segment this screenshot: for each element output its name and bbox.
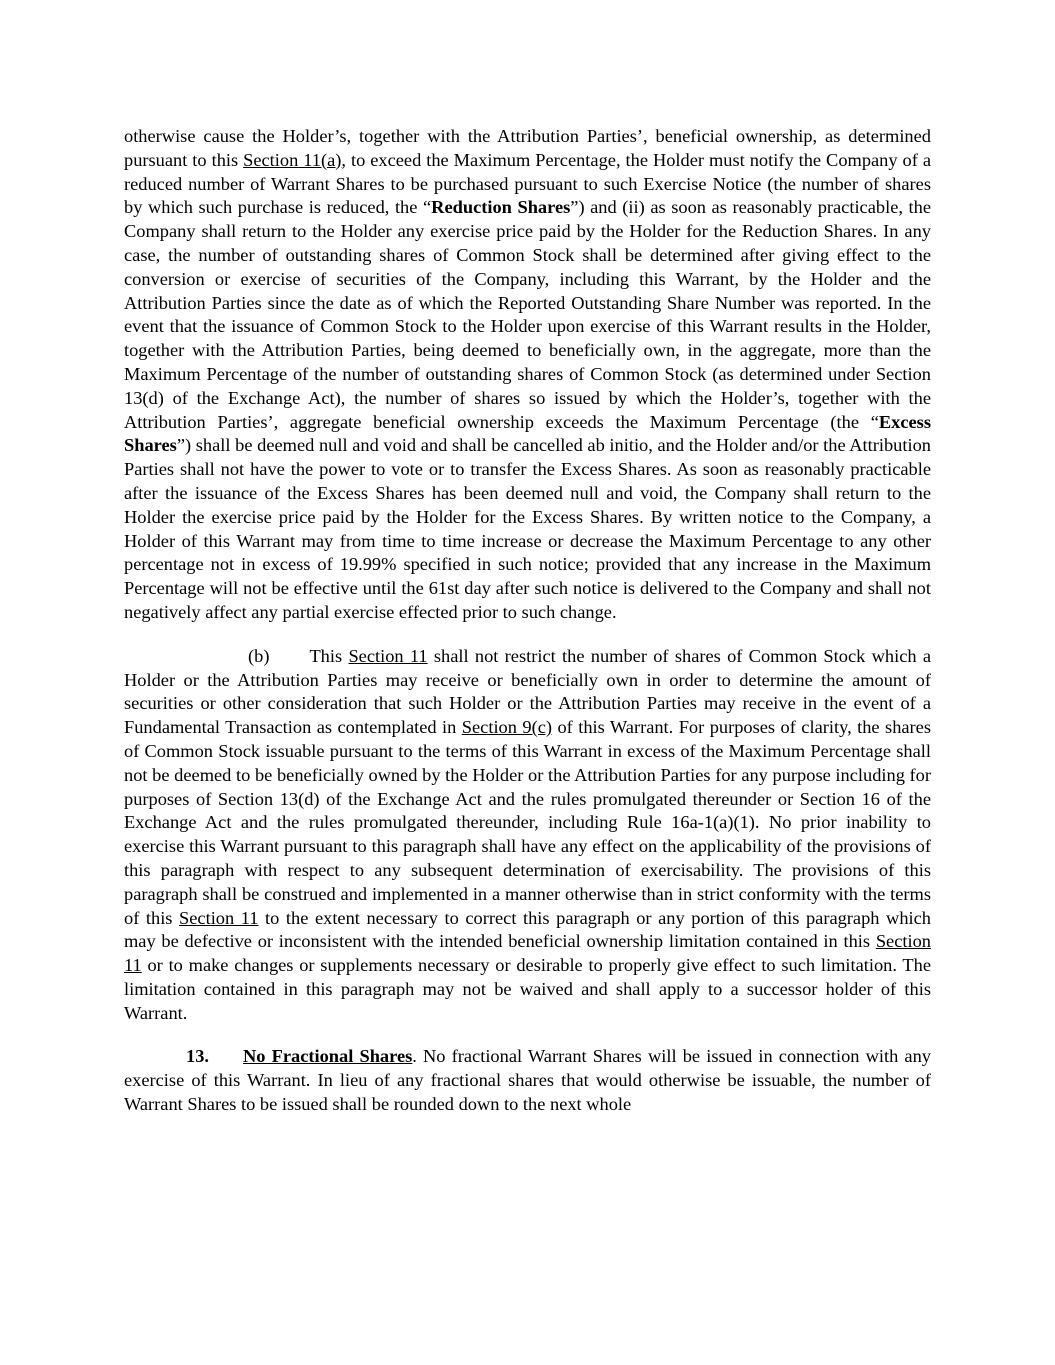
section-reference: Section 9(c) xyxy=(461,717,552,738)
text-run: otherwise cause the Holder’s, together with the Attribution Parties’, beneficial ownership, as determined pursuant to this xyxy=(124,126,931,170)
section-reference: Section 11 xyxy=(179,907,259,928)
text-run: , to exceed the Maximum Percentage, the Holder must notify the Company of a reduced number of Warrant Shares to be purchased pursuant to such Exercise Notice (the number of shares by which such purchase is reduced, the “ xyxy=(124,149,931,218)
text-run: ”) shall be deemed null and void and shall be cancelled ab initio, and the Holder and/or the Attribution Parties shall not have the power to vote or to transfer the Excess Shares. As soon as reasonably practicable after the issuance of the Excess Shares has been deemed null and void, the Company shall return to the Holder the exercise price paid by the Holder for the Excess Shares. By written notice to the Company, a Holder of this Warrant may from time to time increase or decrease the Maximum Percentage to any other percentage not in excess of 19.99% specified in such notice; provided that any increase in the Maximum Percentage will not be effective until the 61st day after such notice is delivered to the Company and shall not negatively affect any partial exercise effected prior to such change. xyxy=(124,435,931,622)
section-reference: Section 11 xyxy=(348,645,428,666)
paragraph-label: (b) xyxy=(248,645,270,666)
section-reference: Section 11(a) xyxy=(243,149,342,170)
section-heading: No Fractional Shares xyxy=(243,1046,413,1067)
text-run: shall not restrict the number of shares of Common Stock which a Holder or the Attribution Parties may receive or beneficially own in order to determine the amount of securities or other consideration that such Holder or the Attribution Parties may receive in the event of a Fundamental Transaction as contemplated in xyxy=(124,645,931,738)
text-run: of this Warrant. For purposes of clarity, the shares of Common Stock issuable pursuant to the terms of this Warrant in excess of the Maximum Percentage shall not be deemed to be beneficially owned by the Holder or the Attribution Parties for any purpose including for purposes of Section 13(d) of the Exchange Act and the rules promulgated thereunder or Section 16 of the Exchange Act and the rules promulgated thereunder, including Rule 16a-1(a)(1). No prior inability to exercise this Warrant pursuant to this paragraph shall have any effect on the applicability of the provisions of this paragraph with respect to any subsequent determination of exercisability. The provisions of this paragraph shall be construed and implemented in a manner otherwise than in strict conformity with the terms of this xyxy=(124,717,931,928)
section-number: 13. xyxy=(186,1046,209,1067)
text-run: . No fractional Warrant Shares will be issued in connection with any exercise of this Warrant. In lieu of any fractional shares that would otherwise be issuable, the number of Warrant Shares to be issued shall be rounded down to the next whole xyxy=(124,1046,931,1115)
paragraph-section-13 xyxy=(124,1045,931,1116)
section-reference: Section 11 xyxy=(124,931,931,976)
document-page xyxy=(124,125,931,1117)
text-run: to the extent necessary to correct this paragraph or any portion of this paragraph which may be defective or inconsistent with the intended beneficial ownership limitation contained in this xyxy=(124,907,932,952)
defined-term: Reduction Shares xyxy=(431,197,571,218)
text-run: This xyxy=(309,645,349,666)
text-run: or to make changes or supplements necessary or desirable to properly give effect to such limitation. The limitation contained in this paragraph may not be waived and shall apply to a successor holder of this Warrant. xyxy=(124,955,931,1023)
text-run: ”) and (ii) as soon as reasonably practicable, the Company shall return to the Holder any exercise price paid by the Holder for the Reduction Shares. In any case, the number of outstanding shares of Common Stock shall be determined after giving effect to the conversion or exercise of securities of the Company, including this Warrant, by the Holder and the Attribution Parties since the date as of which the Reported Outstanding Share Number was reported. In the event that the issuance of Common Stock to the Holder upon exercise of this Warrant results in the Holder, together with the Attribution Parties, being deemed to beneficially own, in the aggregate, more than the Maximum Percentage of the number of outstanding shares of Common Stock (as determined under Section 13(d) of the Exchange Act), the number of shares so issued by which the Holder’s, together with the Attribution Parties’, aggregate beneficial ownership exceeds the Maximum Percentage (the “ xyxy=(124,197,932,432)
defined-term: Excess Shares xyxy=(124,411,931,456)
paragraph-section-11b xyxy=(124,645,931,1026)
paragraph-section-11a-continued xyxy=(124,125,931,625)
